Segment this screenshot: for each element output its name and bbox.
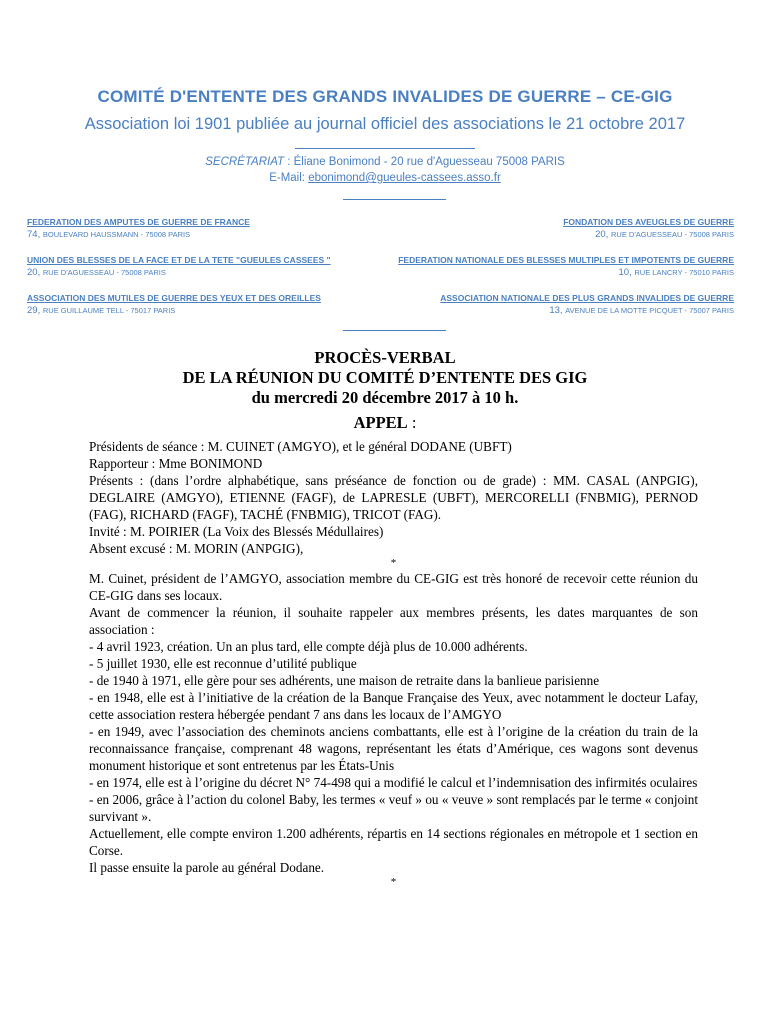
separator-star: * xyxy=(390,876,397,888)
org-amputes xyxy=(27,217,250,240)
association-subtitle: Association loi 1901 publiée au journal officiel des associations le 21 octobre 2017 xyxy=(84,115,686,133)
secretariat-label: SECRÉTARIAT xyxy=(205,156,285,168)
dates-intro: Avant de commencer la réunion, il souhaite rappeler aux membres présents, les dates marquantes de son association : xyxy=(89,605,698,637)
handover-line: Il passe ensuite la parole au général Dodane. xyxy=(89,860,325,875)
date-item: - en 1948, elle est à l’initiative de la création de la Banque Française des Yeux, avec notamment le docteur Lafay, cette association restera hébergée pendant 7 ans dans les locaux de l’AMGYO xyxy=(89,690,698,722)
invite-line: Invité : M. POIRIER (La Voix des Blessés Médullaires) xyxy=(89,524,384,539)
secretariat-line xyxy=(0,156,770,168)
members-paragraph: Actuellement, elle compte environ 1.200 adhérents, répartis en 14 sections régionales en métropole et 1 section en Corse. xyxy=(89,826,698,858)
org-blesses-multiples xyxy=(398,255,734,278)
org-address: 13, AVENUE DE LA MOTTE PICQUET - 75007 PARIS xyxy=(549,305,734,316)
presents-paragraph: Présents : (dans l’ordre alphabétique, sans préséance de fonction ou de grade) : MM. CASAL (ANPGIG), DEGLAIRE (AMGYO), ETIENNE (FAGF), de LAPRESLE (UBFT), MERCORELLI (FNBMIG), PERNOD (FAG), RICHARD (FAGF), TACHÉ (FNBMIG), TRICOT (FAG). xyxy=(89,473,698,522)
secretariat-divider xyxy=(343,199,446,200)
org-name: ASSOCIATION DES MUTILES DE GUERRE DES YEUX ET DES OREILLES xyxy=(27,293,321,303)
minutes-body xyxy=(89,438,698,889)
org-mutiles-yeux xyxy=(27,293,321,316)
org-gueules-cassees xyxy=(27,255,331,278)
date-item: - de 1940 à 1971, elle gère pour ses adhérents, une maison de retraite dans la banlieue parisienne xyxy=(89,673,600,688)
org-address: 20, RUE D'AGUESSEAU - 75008 PARIS xyxy=(595,229,734,240)
orgs-divider xyxy=(343,330,446,331)
header-divider xyxy=(295,148,475,149)
org-address: 20, RUE D'AGUESSEAU - 75008 PARIS xyxy=(27,267,166,278)
presidents-line: Présidents de séance : M. CUINET (AMGYO), et le général DODANE (UBFT) xyxy=(89,439,512,454)
intro-paragraph: M. Cuinet, président de l’AMGYO, association membre du CE-GIG est très honoré de recevoir cette réunion du CE-GIG dans ses locaux. xyxy=(89,571,698,603)
secretariat-address: : Éliane Bonimond - 20 rue d'Aguesseau 75008 PARIS xyxy=(284,156,565,168)
date-item: - en 1974, elle est à l’origine du décret N° 74-498 qui a modifié le calcul et l’indemnisation des infirmités oculaires xyxy=(89,775,698,790)
pv-heading: PROCÈS-VERBAL xyxy=(314,348,456,367)
org-address: 10, RUE LANCRY - 75010 PARIS xyxy=(618,267,734,278)
date-item: - 4 avril 1923, création. Un an plus tard, elle compte déjà plus de 10.000 adhérents. xyxy=(89,639,528,654)
org-address: 29, RUE GUILLAUME TELL - 75017 PARIS xyxy=(27,305,176,316)
email-label: E-Mail: xyxy=(269,172,309,184)
org-aveugles xyxy=(563,217,734,240)
org-name: FEDERATION DES AMPUTES DE GUERRE DE FRANCE xyxy=(27,217,250,227)
org-plus-grands-invalides xyxy=(440,293,734,316)
rapporteur-line: Rapporteur : Mme BONIMOND xyxy=(89,456,263,471)
email-link[interactable]: ebonimond@gueules-cassees.asso.fr xyxy=(308,172,501,184)
email-line xyxy=(0,172,770,184)
absent-line: Absent excusé : M. MORIN (ANPGIG), xyxy=(89,541,304,556)
org-name: FEDERATION NATIONALE DES BLESSES MULTIPLES ET IMPOTENTS DE GUERRE xyxy=(398,255,734,265)
org-address: 74, BOULEVARD HAUSSMANN - 75008 PARIS xyxy=(27,229,191,240)
date-item: - en 1949, avec l’association des cheminots anciens combattants, elle est à l’origine de la création du train de la reconnaissance française, comprenant 48 wagons, représentant les états d’Amérique, ces wagons sont devenus monument historique et sont entretenus par les États-Unis xyxy=(89,724,698,773)
date-item: - 5 juillet 1930, elle est reconnue d’utilité publique xyxy=(89,656,357,671)
pv-date: du mercredi 20 décembre 2017 à 10 h. xyxy=(251,388,519,407)
org-name: ASSOCIATION NATIONALE DES PLUS GRANDS INVALIDES DE GUERRE xyxy=(440,293,734,303)
date-item: - en 2006, grâce à l’action du colonel Baby, les termes « veuf » ou « veuve » sont remplacés par le terme « conjoint survivant ». xyxy=(89,792,698,824)
appel-heading: APPEL : xyxy=(353,413,417,432)
org-name: UNION DES BLESSES DE LA FACE ET DE LA TETE "GUEULES CASSEES " xyxy=(27,255,331,265)
pv-subheading: DE LA RÉUNION DU COMITÉ D’ENTENTE DES GIG xyxy=(182,368,588,387)
committee-title: COMITÉ D'ENTENTE DES GRANDS INVALIDES DE GUERRE – CE-GIG xyxy=(97,87,673,106)
separator-star: * xyxy=(390,557,397,569)
org-name: FONDATION DES AVEUGLES DE GUERRE xyxy=(563,217,734,227)
